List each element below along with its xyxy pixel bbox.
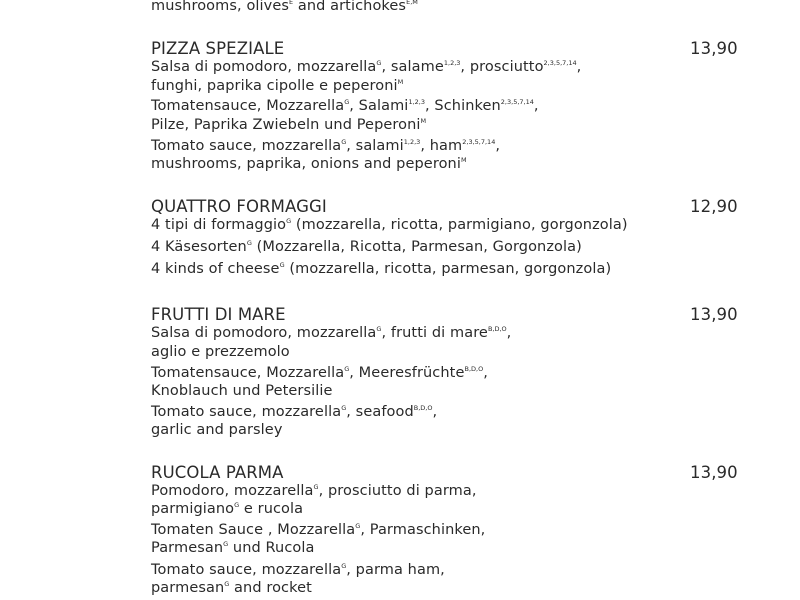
allergen-code: M	[420, 117, 427, 125]
menu-line	[151, 0, 418, 15]
menu-line	[151, 260, 611, 278]
allergen-code: G	[223, 540, 229, 548]
line-text: (Mozzarella, Ricotta, Parmesan, Gorgonzola)	[251, 239, 582, 255]
line-text: mushrooms, paprika, onions and peperoni	[151, 156, 461, 172]
allergen-code: E	[289, 0, 294, 6]
allergen-code: G	[341, 404, 347, 412]
line-text: Tomatensauce, Mozzarella	[151, 365, 345, 381]
line-text: parmigiano	[151, 501, 235, 517]
item-price: 12,90	[690, 197, 738, 216]
menu-line	[151, 539, 315, 557]
menu-line	[151, 561, 445, 579]
line-text: , frutti di mare	[381, 325, 488, 341]
allergen-code: 1,2,3	[443, 59, 461, 67]
line-text: mushrooms, olives	[151, 0, 290, 14]
line-text: ,	[506, 325, 512, 341]
item-title: PIZZA SPEZIALE	[151, 39, 285, 58]
line-text: Pilze, Paprika Zwiebeln und Peperoni	[151, 117, 421, 133]
line-text: ,	[533, 98, 539, 114]
line-text: e rucola	[239, 501, 304, 517]
allergen-code: G	[355, 522, 361, 530]
allergen-code: 1,2,3	[403, 138, 421, 146]
menu-line	[151, 403, 437, 421]
menu-line	[151, 58, 581, 76]
line-text: funghi, paprika cipolle e peperoni	[151, 78, 398, 94]
allergen-code: G	[224, 580, 230, 588]
line-text: , salami	[346, 138, 404, 154]
line-text: Tomato sauce, mozzarella	[151, 404, 342, 420]
allergen-code: B,D,O	[464, 365, 484, 373]
line-text: , Schinken	[425, 98, 501, 114]
line-text: , parma ham,	[346, 562, 445, 578]
allergen-code: G	[376, 59, 382, 67]
item-price: 13,90	[690, 463, 738, 482]
line-text: und Rucola	[228, 540, 315, 556]
menu-line	[151, 500, 303, 518]
line-text: (mozzarella, ricotta, parmesan, gorgonzola)	[284, 261, 612, 277]
line-text: 4 kinds of cheese	[151, 261, 280, 277]
line-text: Tomaten Sauce , Mozzarella	[151, 522, 356, 538]
allergen-code: B,D,O	[413, 404, 433, 412]
line-text: ,	[432, 404, 438, 420]
line-text: parmesan	[151, 580, 225, 596]
line-text: Tomato sauce, mozzarella	[151, 562, 342, 578]
item-price: 13,90	[690, 305, 738, 324]
allergen-code: G	[376, 325, 382, 333]
line-text: 4 Käsesorten	[151, 239, 247, 255]
line-text: ,	[483, 365, 488, 381]
line-text: Salsa di pomodoro, mozzarella	[151, 325, 377, 341]
line-text: ,	[495, 138, 501, 154]
menu-line	[151, 382, 333, 400]
line-text: Salsa di pomodoro, mozzarella	[151, 59, 377, 75]
line-text: , prosciutto di parma,	[318, 483, 477, 499]
line-text: , Parmaschinken,	[360, 522, 486, 538]
menu-line	[151, 97, 539, 115]
menu-line	[151, 521, 485, 539]
allergen-code: G	[344, 98, 350, 106]
allergen-code: 2,3,5,7,14	[462, 138, 496, 146]
allergen-code: 2,3,5,7,14	[500, 98, 534, 106]
line-text: Tomatensauce, Mozzarella	[151, 98, 345, 114]
item-title: FRUTTI DI MARE	[151, 305, 286, 324]
menu-line	[151, 579, 312, 597]
line-text: garlic and parsley	[151, 422, 283, 438]
line-text: (mozzarella, ricotta, parmigiano, gorgonzola)	[291, 217, 628, 233]
allergen-code: G	[234, 501, 240, 509]
allergen-code: G	[286, 217, 292, 225]
line-text: Knoblauch und Petersilie	[151, 383, 333, 399]
line-text: and rocket	[229, 580, 312, 596]
line-text: 4 tipi di formaggio	[151, 217, 287, 233]
item-price: 13,90	[690, 39, 738, 58]
menu-line	[151, 216, 628, 234]
line-text: , Salami	[349, 98, 409, 114]
line-text: ,	[576, 59, 582, 75]
menu-line	[151, 482, 477, 500]
allergen-code: 1,2,3	[408, 98, 425, 106]
line-text: aglio e prezzemolo	[151, 344, 290, 360]
menu-line	[151, 421, 283, 439]
menu-line	[151, 364, 488, 382]
line-text: , ham	[420, 138, 463, 154]
line-text: Pomodoro, mozzarella	[151, 483, 314, 499]
allergen-code: G	[341, 562, 347, 570]
menu-line	[151, 155, 467, 173]
line-text: Tomato sauce, mozzarella	[151, 138, 342, 154]
line-text: Parmesan	[151, 540, 224, 556]
menu-line	[151, 238, 582, 256]
allergen-code: G	[246, 239, 252, 247]
line-text: , seafood	[346, 404, 414, 420]
line-text: and artichokes	[293, 0, 407, 14]
item-title: RUCOLA PARMA	[151, 463, 284, 482]
menu-line	[151, 343, 290, 361]
allergen-code: B,D,O	[487, 325, 507, 333]
allergen-code: 2,3,5,7,14	[543, 59, 577, 67]
allergen-code: G	[344, 365, 350, 373]
menu-line	[151, 324, 511, 342]
allergen-code: M	[460, 156, 467, 164]
menu-line	[151, 77, 403, 95]
line-text: , Meeresfrüchte	[349, 365, 465, 381]
allergen-code: G	[313, 483, 319, 491]
allergen-code: G	[341, 138, 347, 146]
allergen-code: E,M	[406, 0, 418, 6]
item-title: QUATTRO FORMAGGI	[151, 197, 327, 216]
line-text: , prosciutto	[460, 59, 544, 75]
menu-line	[151, 137, 500, 155]
allergen-code: G	[279, 261, 285, 269]
allergen-code: M	[397, 78, 404, 86]
line-text: , salame	[381, 59, 444, 75]
menu-line	[151, 116, 426, 134]
